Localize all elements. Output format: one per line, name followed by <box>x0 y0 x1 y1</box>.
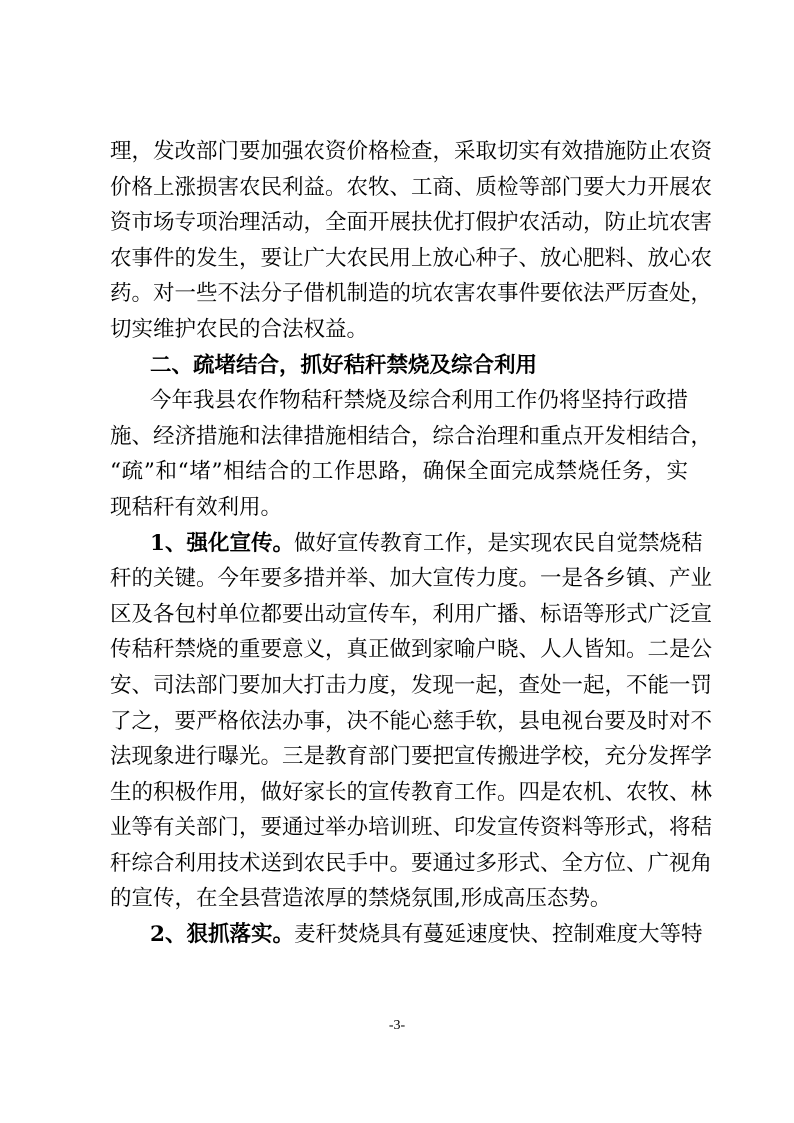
text-line: 生的积极作用，做好家长的宣传教育工作。四是农机、农牧、林 <box>110 779 713 805</box>
text-line: 法现象进行曝光。三是教育部门要把宣传搬进学校，充分发挥学 <box>110 744 713 770</box>
text-line: 业等有关部门，要通过举办培训班、印发宣传资料等形式，将秸 <box>110 815 713 841</box>
text-line: 今年我县农作物秸秆禁烧及综合利用工作仍将坚持行政措 <box>150 388 688 414</box>
item-2-first-text: 麦秆焚烧具有蔓延速度快、控制难度大等特 <box>293 922 703 948</box>
text-line: 传秸秆禁烧的重要意义，真正做到家喻户晓、人人皆知。二是公 <box>110 637 713 663</box>
paragraph-1 <box>110 134 713 348</box>
text-line: 价格上涨损害农民利益。农牧、工商、质检等部门要大力开展农 <box>110 174 713 200</box>
text-line: “疏”和“堵”相结合的工作思路，确保全面完成禁烧任务，实 <box>110 459 688 485</box>
section-heading: 二、疏堵结合，抓好秸秆禁烧及综合利用 <box>150 352 538 378</box>
text-line: 安、司法部门要加大打击力度，发现一起，查处一起，不能一罚 <box>110 672 713 698</box>
text-line: 资市场专项治理活动，全面开展扶优打假护农活动，防止坑农害 <box>110 210 713 236</box>
page-number: -3- <box>388 1018 406 1033</box>
item-1-paragraph <box>110 526 713 918</box>
text-line: 农事件的发生，要让广大农民用上放心种子、放心肥料、放心农 <box>110 245 713 271</box>
item-2-title: 2、狠抓落实。 <box>150 922 294 948</box>
text-line: 区及各包村单位都要出动宣传车，利用广播、标语等形式广泛宣 <box>110 601 713 627</box>
text-line: 秆的关键。今年要多措并举、加大宣传力度。一是各乡镇、产业 <box>110 566 713 592</box>
text-line: 施、经济措施和法律措施相结合，综合治理和重点开发相结合， <box>110 423 713 449</box>
text-line: 切实维护农民的合法权益。 <box>110 316 369 342</box>
text-line: 的宣传，在全县营造浓厚的禁烧氛围,形成高压态势。 <box>110 886 612 912</box>
item-1-first-line <box>110 526 703 562</box>
text-line: 现秸秆有效利用。 <box>110 494 283 520</box>
item-2-first-line <box>110 917 703 953</box>
text-line: 秆综合利用技术送到农民手中。要通过多形式、全方位、广视角 <box>110 850 713 876</box>
paragraph-2 <box>110 383 713 525</box>
item-1-first-text: 做好宣传教育工作，是实现农民自觉禁烧秸 <box>293 530 703 556</box>
item-2-paragraph <box>110 917 703 953</box>
text-line: 理，发改部门要加强农资价格检查，采取切实有效措施防止农资 <box>110 139 713 164</box>
document-body <box>110 134 713 953</box>
item-1-title: 1、强化宣传。 <box>150 530 294 556</box>
text-line: 了之，要严格依法办事，决不能心慈手软，县电视台要及时对不 <box>110 708 713 734</box>
text-line: 药。对一些不法分子借机制造的坑农害农事件要依法严厉查处， <box>110 281 713 307</box>
